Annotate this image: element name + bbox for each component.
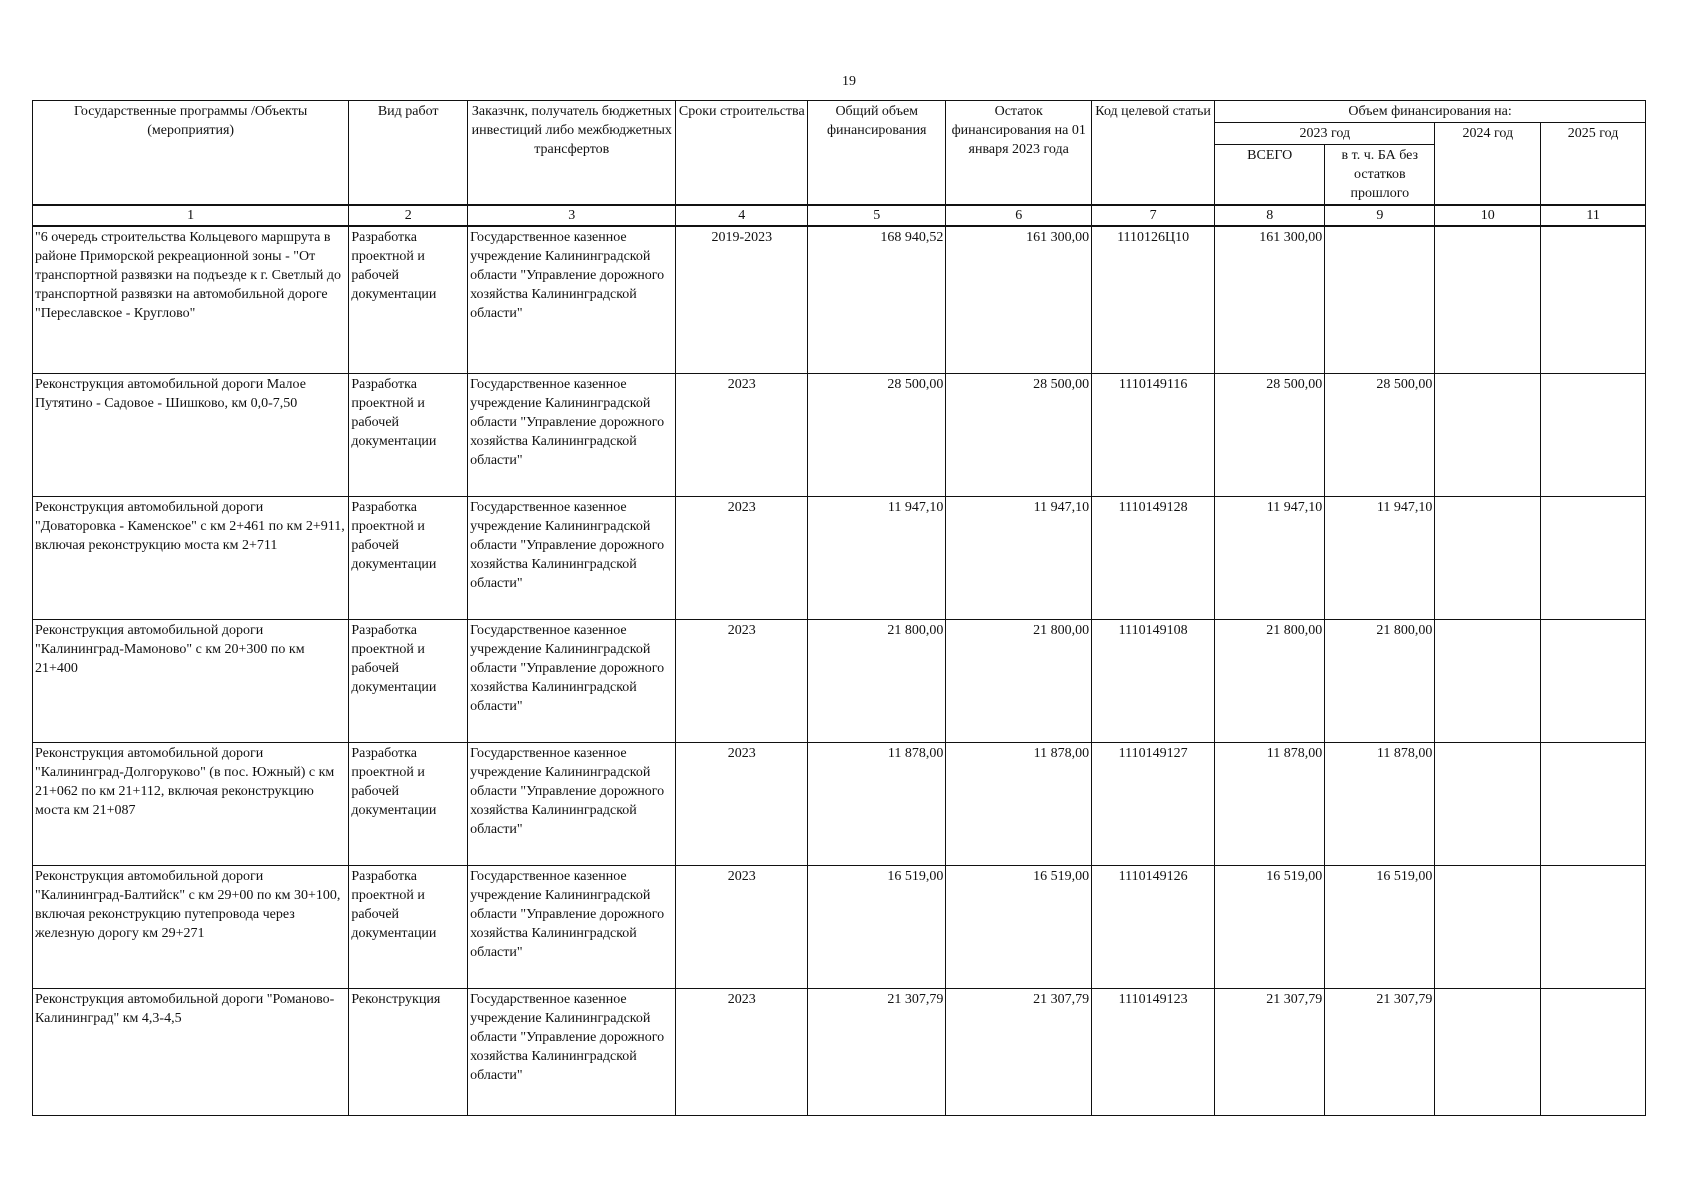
cell-2025	[1541, 226, 1646, 374]
header-work-type: Вид работ	[349, 101, 468, 206]
cell-object: Реконструкция автомобильной дороги "Калининград-Мамоново" с км 20+300 по км 21+400	[33, 620, 349, 743]
cell-customer: Государственное казенное учреждение Калининградской области "Управление дорожного хозяйства Калининградской области"	[468, 226, 676, 374]
col-number: 11	[1541, 205, 1646, 226]
header-2023-ba: в т. ч. БА без остатков прошлого	[1325, 145, 1435, 206]
cell-work-type: Разработка проектной и рабочей документации	[349, 226, 468, 374]
cell-code: 1110149126	[1092, 866, 1215, 989]
table-row	[33, 866, 1646, 989]
cell-work-type: Разработка проектной и рабочей документации	[349, 497, 468, 620]
cell-2024	[1435, 374, 1541, 497]
cell-code: 1110149127	[1092, 743, 1215, 866]
cell-2023-total: 16 519,00	[1215, 866, 1325, 989]
cell-2023-ba	[1325, 226, 1435, 374]
cell-customer: Государственное казенное учреждение Калининградской области "Управление дорожного хозяйства Калининградской области"	[468, 989, 676, 1116]
cell-2023-ba: 11 878,00	[1325, 743, 1435, 866]
header-year-2025: 2025 год	[1541, 123, 1646, 206]
cell-customer: Государственное казенное учреждение Калининградской области "Управление дорожного хозяйства Калининградской области"	[468, 866, 676, 989]
cell-period: 2023	[676, 743, 808, 866]
cell-remainder: 11 947,10	[946, 497, 1092, 620]
header-customer: Заказчнк, получатель бюджетных инвестиций либо межбюджетных трансфертов	[468, 101, 676, 206]
cell-code: 1110149116	[1092, 374, 1215, 497]
cell-object: Реконструкция автомобильной дороги "Доваторовка - Каменское" с км 2+461 по км 2+911, включая реконструкцию моста км 2+711	[33, 497, 349, 620]
cell-2023-total: 161 300,00	[1215, 226, 1325, 374]
cell-code: 1110149108	[1092, 620, 1215, 743]
header-target-code: Код целевой статьи	[1092, 101, 1215, 206]
cell-2023-total: 28 500,00	[1215, 374, 1325, 497]
cell-period: 2023	[676, 866, 808, 989]
col-number: 5	[808, 205, 946, 226]
table-body	[33, 226, 1646, 1116]
cell-2025	[1541, 620, 1646, 743]
cell-object: Реконструкция автомобильной дороги "Романово-Калининград" км 4,3-4,5	[33, 989, 349, 1116]
cell-code: 1110149123	[1092, 989, 1215, 1116]
cell-2023-total: 21 307,79	[1215, 989, 1325, 1116]
cell-code: 1110149128	[1092, 497, 1215, 620]
table-row	[33, 743, 1646, 866]
cell-2024	[1435, 989, 1541, 1116]
table-header	[33, 101, 1646, 227]
cell-work-type: Разработка проектной и рабочей документации	[349, 866, 468, 989]
cell-period: 2023	[676, 989, 808, 1116]
cell-2025	[1541, 743, 1646, 866]
cell-work-type: Разработка проектной и рабочей документации	[349, 374, 468, 497]
cell-work-type: Реконструкция	[349, 989, 468, 1116]
cell-remainder: 11 878,00	[946, 743, 1092, 866]
cell-remainder: 16 519,00	[946, 866, 1092, 989]
cell-period: 2023	[676, 374, 808, 497]
col-number: 2	[349, 205, 468, 226]
cell-2024	[1435, 743, 1541, 866]
cell-work-type: Разработка проектной и рабочей документации	[349, 743, 468, 866]
table-row	[33, 374, 1646, 497]
cell-total-funding: 21 307,79	[808, 989, 946, 1116]
cell-2024	[1435, 226, 1541, 374]
cell-total-funding: 16 519,00	[808, 866, 946, 989]
col-number: 3	[468, 205, 676, 226]
table-row	[33, 620, 1646, 743]
header-year-2023: 2023 год	[1215, 123, 1435, 145]
table-row	[33, 226, 1646, 374]
cell-remainder: 21 800,00	[946, 620, 1092, 743]
cell-2025	[1541, 497, 1646, 620]
cell-remainder: 161 300,00	[946, 226, 1092, 374]
cell-work-type: Разработка проектной и рабочей документации	[349, 620, 468, 743]
header-year-2024: 2024 год	[1435, 123, 1541, 206]
cell-2025	[1541, 989, 1646, 1116]
col-number: 4	[676, 205, 808, 226]
table-row	[33, 989, 1646, 1116]
cell-customer: Государственное казенное учреждение Калининградской области "Управление дорожного хозяйства Калининградской области"	[468, 743, 676, 866]
cell-2025	[1541, 866, 1646, 989]
col-number: 1	[33, 205, 349, 226]
header-2023-total: ВСЕГО	[1215, 145, 1325, 206]
cell-object: Реконструкция автомобильной дороги Малое Путятино - Садовое - Шишково, км 0,0-7,50	[33, 374, 349, 497]
cell-2024	[1435, 497, 1541, 620]
table-row	[33, 497, 1646, 620]
cell-customer: Государственное казенное учреждение Калининградской области "Управление дорожного хозяйства Калининградской области"	[468, 374, 676, 497]
cell-2023-total: 21 800,00	[1215, 620, 1325, 743]
column-numbers-row	[33, 205, 1646, 226]
cell-period: 2023	[676, 620, 808, 743]
cell-period: 2019-2023	[676, 226, 808, 374]
cell-total-funding: 28 500,00	[808, 374, 946, 497]
col-number: 10	[1435, 205, 1541, 226]
header-total-funding: Общий объем финансирования	[808, 101, 946, 206]
cell-remainder: 28 500,00	[946, 374, 1092, 497]
page-number: 19	[842, 74, 856, 89]
cell-2023-total: 11 878,00	[1215, 743, 1325, 866]
header-remainder: Остаток финансирования на 01 января 2023 года	[946, 101, 1092, 206]
cell-object: "6 очередь строительства Кольцевого маршрута в районе Приморской рекреационной зоны - "От транспортной развязки на подъезде к г. Светлый до транспортной развязки на автомобильной дороге "Переславское - Круглово"	[33, 226, 349, 374]
cell-total-funding: 11 947,10	[808, 497, 946, 620]
cell-2024	[1435, 620, 1541, 743]
header-objects: Государственные программы /Объекты (мероприятия)	[33, 101, 349, 206]
cell-2023-ba: 11 947,10	[1325, 497, 1435, 620]
cell-remainder: 21 307,79	[946, 989, 1092, 1116]
cell-total-funding: 168 940,52	[808, 226, 946, 374]
cell-2023-ba: 16 519,00	[1325, 866, 1435, 989]
cell-total-funding: 21 800,00	[808, 620, 946, 743]
col-number: 6	[946, 205, 1092, 226]
cell-2024	[1435, 866, 1541, 989]
col-number: 7	[1092, 205, 1215, 226]
cell-2023-total: 11 947,10	[1215, 497, 1325, 620]
header-construction-period: Сроки строительства	[676, 101, 808, 206]
col-number: 9	[1325, 205, 1435, 226]
col-number: 8	[1215, 205, 1325, 226]
cell-2023-ba: 21 800,00	[1325, 620, 1435, 743]
cell-total-funding: 11 878,00	[808, 743, 946, 866]
cell-2023-ba: 28 500,00	[1325, 374, 1435, 497]
cell-customer: Государственное казенное учреждение Калининградской области "Управление дорожного хозяйства Калининградской области"	[468, 620, 676, 743]
cell-object: Реконструкция автомобильной дороги "Калининград-Долгоруково" (в пос. Южный) с км 21+062 по км 21+112, включая реконструкцию моста км 21+087	[33, 743, 349, 866]
cell-2025	[1541, 374, 1646, 497]
cell-2023-ba: 21 307,79	[1325, 989, 1435, 1116]
cell-period: 2023	[676, 497, 808, 620]
cell-code: 1110126Ц10	[1092, 226, 1215, 374]
cell-object: Реконструкция автомобильной дороги "Калининград-Балтийск" с км 29+00 по км 30+100, включая реконструкцию путепровода через железную дорогу км 29+271	[33, 866, 349, 989]
funding-table	[32, 100, 1646, 1116]
cell-customer: Государственное казенное учреждение Калининградской области "Управление дорожного хозяйства Калининградской области"	[468, 497, 676, 620]
header-funding-volume: Объем финансирования на:	[1215, 101, 1646, 123]
